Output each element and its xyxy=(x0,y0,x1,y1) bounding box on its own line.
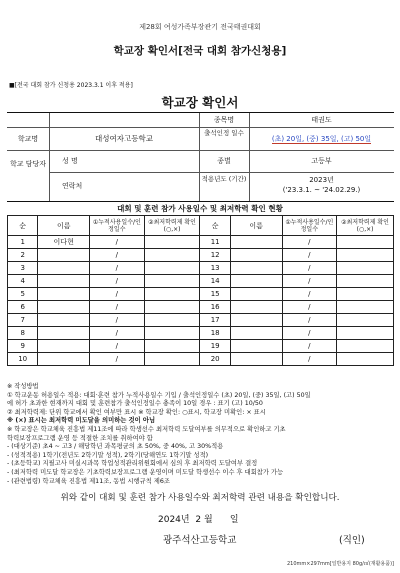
row-check xyxy=(144,262,200,275)
form-title: 학교장 확인서[전국 대회 참가신청용] xyxy=(113,45,287,57)
teacher-name-label: 성 명 xyxy=(62,157,78,165)
row-name xyxy=(38,314,90,327)
date-month: 2 xyxy=(195,515,202,525)
col-days-header: ①누적사용일수/인정일수 xyxy=(90,216,145,236)
row-name xyxy=(38,327,90,340)
col-no-header: 순 xyxy=(8,216,38,236)
col-no-header-2: 순 xyxy=(200,216,230,236)
school-signature: 광주석산고등학교 xyxy=(163,535,237,546)
table-row xyxy=(8,340,394,353)
note-line: - (관련법령) 학교체육 진흥법 제11조, 동법 시행규칙 제6조 xyxy=(7,477,170,485)
notice-text: ■[전국 대회 참가 신청용 2023.3.1 이후 적용] xyxy=(9,82,133,89)
row-days: / xyxy=(90,249,145,262)
row-name xyxy=(38,262,90,275)
main-title: 학교장 확인서 xyxy=(161,95,239,110)
school-name-label: 학교명 xyxy=(17,135,39,143)
row-name xyxy=(230,314,282,327)
row-check xyxy=(337,327,394,340)
row-no: 10 xyxy=(8,353,38,366)
row-check xyxy=(337,353,394,366)
teacher-label: 학교 담당자 xyxy=(9,160,47,168)
col-name-header-2: 이름 xyxy=(230,216,282,236)
row-days: / xyxy=(282,275,337,288)
row-days: / xyxy=(90,262,145,275)
teacher-contact-label: 연락처 xyxy=(62,182,83,190)
confirmation-text: 위와 같이 대회 및 훈련 참가 사용일수와 최저학력 관련 내용을 확인합니다. xyxy=(60,493,340,503)
row-days: / xyxy=(282,340,337,353)
row-no: 20 xyxy=(200,353,230,366)
note-line: ※ 작성방법 xyxy=(7,383,39,390)
note-line: ② 최저학력제: 단위 학교에서 확인 여부만 표시 ※ 학교장 확인: ○표시, 학교장 미확인: × 표시 xyxy=(7,408,266,416)
row-no: 15 xyxy=(200,288,230,301)
table-row xyxy=(8,288,394,301)
row-name xyxy=(230,353,282,366)
row-check xyxy=(144,314,200,327)
row-check xyxy=(144,275,200,288)
row-check xyxy=(144,236,200,249)
note-line: ※ (×) 표시는 최저학력 미도달을 의미하는 것이 아님 xyxy=(7,417,156,425)
participation-table xyxy=(7,215,394,366)
info-block xyxy=(7,112,394,202)
row-check xyxy=(144,301,200,314)
row-no: 9 xyxy=(8,340,38,353)
table-header-row xyxy=(8,216,394,236)
date-line xyxy=(158,512,239,525)
row-no: 11 xyxy=(200,236,230,249)
row-name xyxy=(38,340,90,353)
row-days: / xyxy=(90,314,145,327)
row-check xyxy=(144,249,200,262)
row-days: / xyxy=(282,327,337,340)
row-no: 8 xyxy=(8,327,38,340)
table-row xyxy=(8,275,394,288)
row-days: / xyxy=(90,340,145,353)
date-day-label: 일 xyxy=(229,515,239,525)
row-no: 6 xyxy=(8,301,38,314)
row-no: 18 xyxy=(200,327,230,340)
row-days: / xyxy=(282,236,337,249)
footer-spec: 210mm×297mm[일반용지 80g/㎡(재활용품)] xyxy=(286,561,394,567)
section-title: 대회 및 훈련 참가 사용일수 및 최저학력 확인 현황 xyxy=(117,204,283,213)
row-check xyxy=(144,340,200,353)
attendance-value: (초) 20일, (중) 35일, (고) 50일 xyxy=(271,135,372,143)
period-year: 2023년 xyxy=(309,176,334,184)
row-no: 14 xyxy=(200,275,230,288)
row-days: / xyxy=(90,301,145,314)
row-no: 5 xyxy=(8,288,38,301)
school-name-value: 대성여자고등학교 xyxy=(95,134,153,143)
row-check xyxy=(144,353,200,366)
row-days: / xyxy=(90,327,145,340)
row-name xyxy=(230,301,282,314)
row-days: / xyxy=(90,353,145,366)
row-check xyxy=(337,301,394,314)
row-no: 1 xyxy=(8,236,38,249)
note-line: - (대상기준) 초4 ~ 고3 / 해당학년 과목평균의 초 50%, 중 40%, 고 30%적용 xyxy=(7,443,224,451)
table-row xyxy=(8,327,394,340)
row-name xyxy=(38,301,90,314)
row-no: 7 xyxy=(8,314,38,327)
period-label: 적용년도 (기간) xyxy=(201,175,247,183)
period-range: ('23.3.1. ~ '24.02.29.) xyxy=(282,186,361,194)
category-value: 고등부 xyxy=(311,157,332,165)
attendance-label: 출석인정 일수 xyxy=(204,129,244,137)
row-days: / xyxy=(282,288,337,301)
row-name xyxy=(230,249,282,262)
row-check xyxy=(337,340,394,353)
table-row xyxy=(8,236,394,249)
table-row xyxy=(8,353,394,366)
note-line: 학력보장프로그램 운영 등 적절한 조치를 취하여야 함 xyxy=(7,434,153,442)
row-check xyxy=(337,288,394,301)
row-name xyxy=(38,353,90,366)
row-days: / xyxy=(282,314,337,327)
row-name xyxy=(38,288,90,301)
row-days: / xyxy=(282,262,337,275)
row-name xyxy=(230,288,282,301)
row-check xyxy=(337,314,394,327)
event-value: 태권도 xyxy=(311,116,332,124)
row-name xyxy=(38,275,90,288)
event-label: 종목명 xyxy=(213,116,235,124)
row-no: 4 xyxy=(8,275,38,288)
row-check xyxy=(337,236,394,249)
row-no: 3 xyxy=(8,262,38,275)
table-row xyxy=(8,262,394,275)
note-line: - (성적적용) 1학기(전년도 2학기말 성적), 2학기(당해연도 1학기말 성적) xyxy=(7,451,209,459)
row-name xyxy=(38,249,90,262)
note-line: ※ 학교장은 학교체육 진흥법 제11조에 따라 학생선수 최저학력 도달여부를 의무적으로 확인하고 기초 xyxy=(7,425,286,433)
col-check-header: ②최저학력제 확인(○,×) xyxy=(144,216,200,236)
row-no: 16 xyxy=(200,301,230,314)
row-days: / xyxy=(282,353,337,366)
row-days: / xyxy=(90,275,145,288)
row-name: 이다현 xyxy=(38,236,90,249)
note-line: 에 허가 초과한 현재까지 대회 및 훈련참가 출석인정일수 충족이 10일 경우 : 표기 (고) 10/50 xyxy=(7,400,263,408)
notes-block xyxy=(7,383,397,486)
row-check xyxy=(144,327,200,340)
note-line: - (최저학력 미도달 학교장은 기초학력보장프로그램 운영이며 미도달 학생선수 이수 후 대회참가 가능 xyxy=(7,468,284,476)
row-days: / xyxy=(90,236,145,249)
row-no: 19 xyxy=(200,340,230,353)
row-name xyxy=(230,262,282,275)
row-no: 2 xyxy=(8,249,38,262)
row-days: / xyxy=(282,249,337,262)
row-check xyxy=(144,288,200,301)
row-name xyxy=(230,327,282,340)
date-year: 2024년 xyxy=(158,515,190,525)
table-row xyxy=(8,314,394,327)
row-days: / xyxy=(90,288,145,301)
col-name-header: 이름 xyxy=(38,216,90,236)
row-no: 13 xyxy=(200,262,230,275)
seal-label: (직인) xyxy=(339,535,365,546)
note-line: - (초등학교) 지필고사 미실시과목 학업성적관리위원회에서 심의 후 최저학력 도달여부 결정 xyxy=(7,460,258,468)
row-name xyxy=(230,275,282,288)
row-no: 17 xyxy=(200,314,230,327)
col-days-header-2: ①누적사용일수/인정일수 xyxy=(282,216,337,236)
row-check xyxy=(337,275,394,288)
col-check-header-2: ②최저학력제 확인(○,×) xyxy=(337,216,394,236)
row-name xyxy=(230,340,282,353)
row-days: / xyxy=(282,301,337,314)
row-check xyxy=(337,249,394,262)
category-label: 종별 xyxy=(217,157,231,165)
table-row xyxy=(8,301,394,314)
row-name xyxy=(230,236,282,249)
competition-title: 제28회 여성가족부장관기 전국태권대회 xyxy=(139,23,261,31)
row-no: 12 xyxy=(200,249,230,262)
row-check xyxy=(337,262,394,275)
table-row xyxy=(8,249,394,262)
date-month-label: 월 xyxy=(203,515,213,525)
note-line: ① 학교운동 허용일수 적용: 대회·훈련 참가 누적사용일수 기입 / 출석인정일수 (초) 20일, (중) 35일, (고) 50일 xyxy=(7,391,311,399)
